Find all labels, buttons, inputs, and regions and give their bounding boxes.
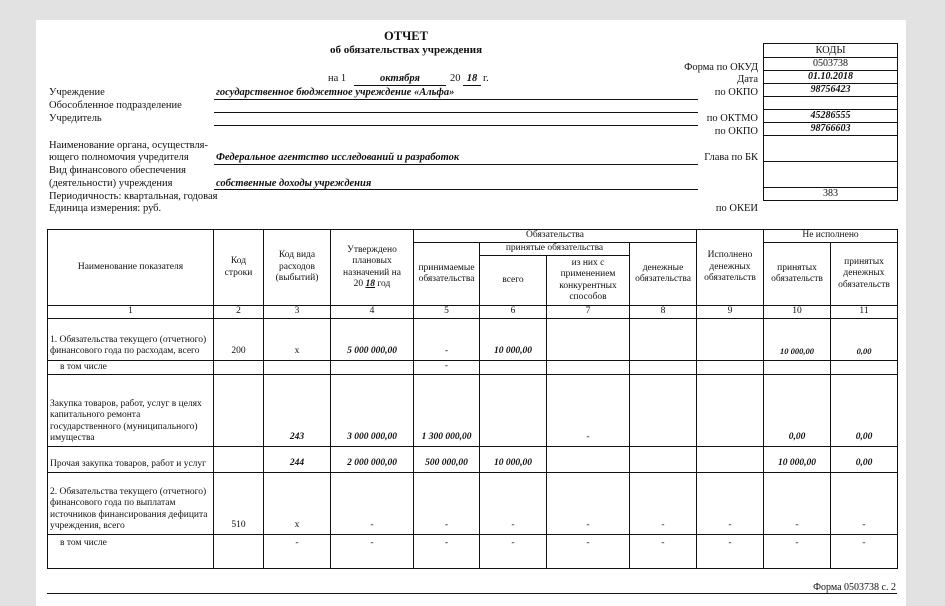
- blank-code: [764, 97, 897, 110]
- table-cell: [831, 360, 898, 374]
- finance-label-1: Вид финансового обеспечения: [49, 165, 186, 176]
- col-number: 3: [264, 306, 331, 319]
- header-not-executed: Не исполнено: [764, 230, 898, 243]
- table-cell: 10 000,00: [480, 318, 547, 360]
- table-cell: 5 000 000,00: [331, 318, 414, 360]
- col-number: 11: [831, 306, 898, 319]
- table-cell: -: [831, 534, 898, 568]
- table-cell: [214, 360, 264, 374]
- header-ne-monetary: принятых денежных обязательств: [831, 243, 898, 306]
- table-cell: -: [331, 534, 414, 568]
- table-cell: 243: [264, 374, 331, 446]
- header-line-code: Код строки: [214, 230, 264, 306]
- table-row: [48, 534, 898, 568]
- column-numbers-row: [48, 306, 898, 319]
- col-number: 8: [630, 306, 697, 319]
- row-name: в том числе: [48, 534, 214, 568]
- header-accepted-ob: принимаемые обязательства: [414, 243, 480, 306]
- header-ne-accepted: принятых обязательств: [764, 243, 831, 306]
- table-cell: [697, 360, 764, 374]
- okpo-label-2: по ОКПО: [714, 126, 758, 137]
- unit-label: Единица измерения: руб.: [49, 203, 162, 214]
- form-footer: Форма 0503738 с. 2: [813, 582, 896, 593]
- table-cell: [480, 374, 547, 446]
- header-approved-year: 18: [365, 279, 375, 289]
- table-cell: -: [331, 472, 414, 534]
- table-cell: [630, 446, 697, 472]
- row-name: Закупка товаров, работ, услуг в целях капитального ремонта государственного (муниципального) имущества: [48, 374, 214, 446]
- row-name: в том числе: [48, 360, 214, 374]
- table-cell: 10 000,00: [764, 318, 831, 360]
- header-approved: [331, 230, 414, 306]
- table-cell: [214, 446, 264, 472]
- table-cell: -: [414, 360, 480, 374]
- col-number: 6: [480, 306, 547, 319]
- table-row: [48, 374, 898, 446]
- table-cell: 3 000 000,00: [331, 374, 414, 446]
- table-cell: 10 000,00: [764, 446, 831, 472]
- bk-code: [764, 136, 897, 162]
- table-cell: [331, 360, 414, 374]
- table-cell: 0,00: [831, 318, 898, 360]
- table-cell: -: [547, 472, 630, 534]
- table-cell: 0,00: [831, 374, 898, 446]
- table-cell: 1 300 000,00: [414, 374, 480, 446]
- table-cell: x: [264, 318, 331, 360]
- authority-label-2: ющего полномочия учредителя: [49, 152, 189, 163]
- table-cell: -: [414, 318, 480, 360]
- table-cell: x: [264, 472, 331, 534]
- table-cell: 244: [264, 446, 331, 472]
- table-cell: [630, 374, 697, 446]
- codes-header: КОДЫ: [764, 44, 897, 58]
- oktmo-label: по ОКТМО: [706, 113, 758, 124]
- table-row: [48, 318, 898, 360]
- date-code: 01.10.2018: [764, 71, 897, 84]
- finance-value: собственные доходы учреждения: [216, 178, 372, 189]
- okei-code: 383: [823, 188, 838, 199]
- table-cell: -: [547, 534, 630, 568]
- table-cell: [214, 374, 264, 446]
- col-number: 9: [697, 306, 764, 319]
- table-cell: [697, 318, 764, 360]
- header-approved-year-suffix: год: [377, 279, 391, 289]
- table-cell: 510: [214, 472, 264, 534]
- table-cell: -: [414, 534, 480, 568]
- table-cell: -: [697, 472, 764, 534]
- table-row: [48, 472, 898, 534]
- table-cell: -: [547, 374, 630, 446]
- founder-label: Учредитель: [49, 113, 102, 124]
- institution-value: государственное бюджетное учреждение «Альфа»: [216, 87, 455, 98]
- header-obligations: Обязательства: [414, 230, 697, 243]
- table-cell: 10 000,00: [480, 446, 547, 472]
- table-cell: [264, 360, 331, 374]
- table-row: [48, 446, 898, 472]
- header-name: Наименование показателя: [48, 230, 214, 306]
- obligations-table: [47, 229, 898, 569]
- table-cell: [697, 446, 764, 472]
- okud-label: Форма по ОКУД: [684, 62, 758, 73]
- table-cell: [547, 318, 630, 360]
- table-cell: [630, 360, 697, 374]
- okud-code: 0503738: [764, 58, 897, 71]
- blank-code-2: [764, 162, 897, 188]
- report-page: [36, 20, 906, 606]
- header-executed: Исполнено денежных обязательств: [697, 230, 764, 306]
- row-name: 2. Обязательства текущего (отчетного) финансового года по выплатам источников финансирования дефицита учреждения, всего: [48, 472, 214, 534]
- table-cell: [764, 360, 831, 374]
- table-cell: -: [630, 472, 697, 534]
- footer-divider: [47, 593, 897, 594]
- header-competitive: из них с применением конкурентных способов: [547, 256, 630, 306]
- okpo-code-2: 98766603: [764, 123, 897, 136]
- table-cell: [547, 446, 630, 472]
- table-cell: [480, 360, 547, 374]
- institution-label: Учреждение: [49, 87, 105, 98]
- col-number: 2: [214, 306, 264, 319]
- header-approved-year-prefix: 20: [353, 279, 364, 289]
- report-subtitle: об обязательствах учреждения: [329, 44, 483, 56]
- year-prefix: 20: [450, 73, 461, 84]
- authority-label-1: Наименование органа, осуществля-: [49, 140, 208, 151]
- table-cell: 500 000,00: [414, 446, 480, 472]
- okei-label: по ОКЕИ: [715, 203, 758, 214]
- periodicity-label: Периодичность: квартальная, годовая: [49, 191, 218, 202]
- table-cell: -: [831, 472, 898, 534]
- table-cell: -: [630, 534, 697, 568]
- bk-label: Глава по БК: [704, 152, 758, 163]
- table-cell: [547, 360, 630, 374]
- header-approved-text: Утверждено плановых назначений на: [343, 244, 401, 278]
- report-year: 18: [466, 73, 478, 84]
- header-total: всего: [480, 256, 547, 306]
- header-monetary: денежные обязательства: [630, 243, 697, 306]
- codes-box: [763, 43, 898, 201]
- finance-label-2: (деятельности) учреждения: [49, 178, 173, 189]
- table-cell: -: [764, 472, 831, 534]
- table-cell: -: [697, 534, 764, 568]
- table-row: [48, 360, 898, 374]
- table-cell: -: [480, 472, 547, 534]
- table-cell: -: [414, 472, 480, 534]
- authority-value: Федеральное агентство исследований и разработок: [216, 152, 460, 163]
- oktmo-code: 45286555: [764, 110, 897, 123]
- col-number: 5: [414, 306, 480, 319]
- col-number: 7: [547, 306, 630, 319]
- col-number: 1: [48, 306, 214, 319]
- header-accepted-group: принятые обязательства: [480, 243, 630, 256]
- row-name: 1. Обязательства текущего (отчетного) финансового года по расходам, всего: [48, 318, 214, 360]
- header-expense-code: Код вида расходов (выбытий): [264, 230, 331, 306]
- okpo-label: по ОКПО: [714, 87, 758, 98]
- table-cell: 200: [214, 318, 264, 360]
- okpo-code: 98756423: [764, 84, 897, 97]
- col-number: 4: [331, 306, 414, 319]
- table-cell: [214, 534, 264, 568]
- table-cell: -: [480, 534, 547, 568]
- col-number: 10: [764, 306, 831, 319]
- date-label: Дата: [737, 74, 758, 85]
- table-cell: -: [764, 534, 831, 568]
- table-cell: 0,00: [764, 374, 831, 446]
- table-cell: 0,00: [831, 446, 898, 472]
- table-cell: -: [264, 534, 331, 568]
- year-suffix: г.: [483, 73, 489, 84]
- table-cell: [630, 318, 697, 360]
- table-cell: 2 000 000,00: [331, 446, 414, 472]
- table-cell: [697, 374, 764, 446]
- report-title: ОТЧЕТ: [384, 29, 428, 43]
- row-name: Прочая закупка товаров, работ и услуг: [48, 446, 214, 472]
- report-month: октября: [380, 73, 420, 84]
- date-prefix: на 1: [328, 73, 347, 84]
- separate-unit-label: Обособленное подразделение: [49, 100, 182, 111]
